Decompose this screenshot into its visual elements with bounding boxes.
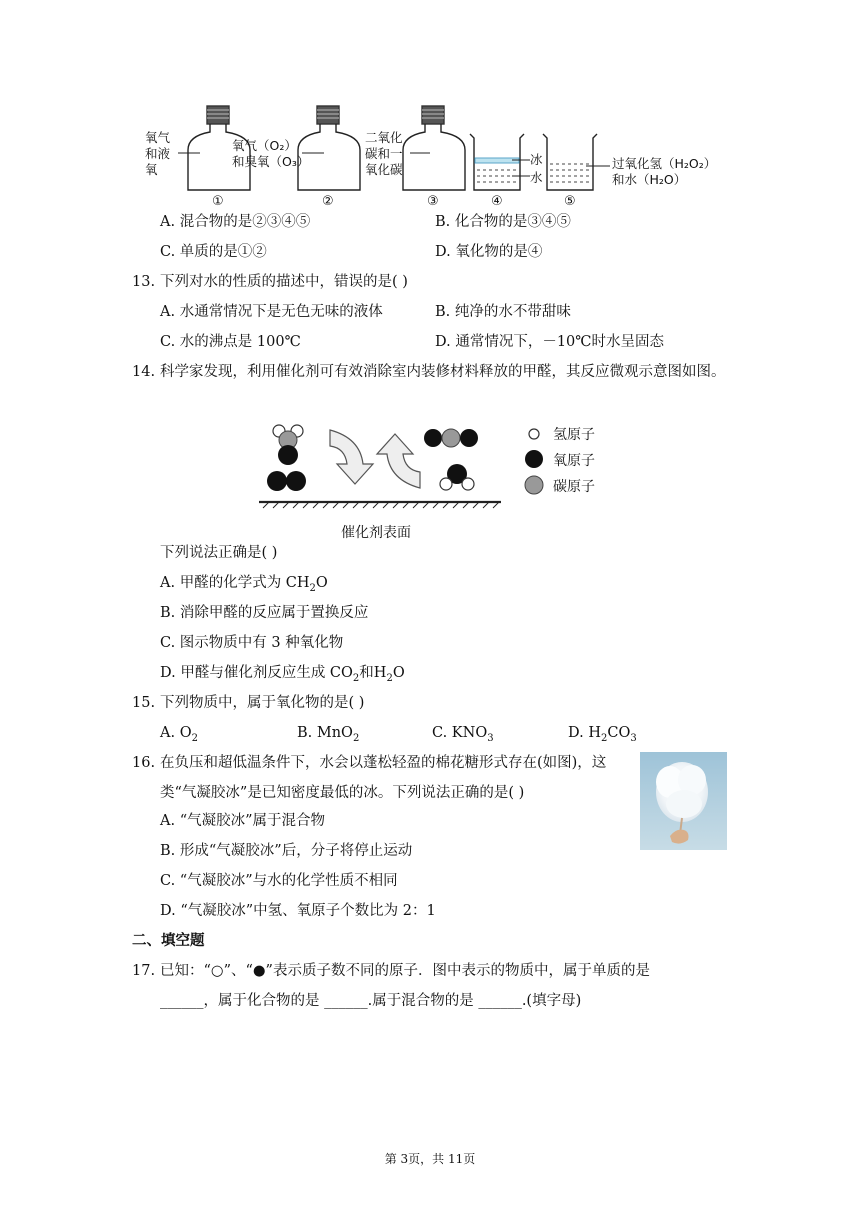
aerogel-ice-photo (640, 752, 727, 850)
q17-line-1: 已知：“○”、“●”表示质子数不同的原子．图中表示的物质中，属于单质的是 (160, 963, 650, 979)
bottle-1-label: 氧气 和液 氧 (145, 130, 171, 177)
q13-number: 13. (132, 274, 156, 290)
catalyst-surface (259, 502, 501, 508)
q13-option-b[interactable]: B. 纯净的水不带甜味 (435, 304, 571, 320)
q16-option-a[interactable]: A. “气凝胶冰”属于混合物 (160, 813, 326, 829)
q16-stem-line-1: 在负压和超低温条件下，水会以蓬松轻盈的棉花糖形式存在(如图)，这 (160, 755, 607, 771)
q17-number: 17. (132, 963, 156, 979)
co2-molecule (424, 429, 478, 447)
q14-stem: 科学家发现，利用催化剂可有效消除室内装修材料释放的甲醛，其反应微观示意图如图。 (160, 364, 726, 380)
bottle-2-number: ② (322, 194, 334, 209)
q14-d-mid: 和H (359, 665, 387, 681)
arrow-up (377, 434, 420, 488)
beaker-5-number: ⑤ (564, 194, 576, 209)
q15-d-sub2: 3 (630, 732, 637, 744)
q14-d-text: D. 甲醛与催化剂反应生成 CO (160, 665, 353, 681)
q12-option-d[interactable]: D. 氧化物的是④ (435, 244, 543, 260)
beaker-4-water-label: 水 (530, 170, 543, 185)
q16-option-b[interactable]: B. 形成“气凝胶冰”后，分子将停止运动 (160, 843, 413, 859)
arrow-down (330, 430, 373, 484)
q15-d-mid: CO (607, 725, 631, 741)
q14-d-sub1: 2 (352, 672, 360, 684)
q14-option-a[interactable] (160, 573, 328, 599)
q14-option-b[interactable]: B. 消除甲醛的反应属于置换反应 (160, 605, 369, 621)
q15-stem: 下列物质中，属于氧化物的是( ) (160, 695, 365, 711)
page-footer: 第 3页，共 11页 (384, 1152, 476, 1166)
legend-oxygen-circle (525, 450, 543, 468)
legend-carbon-circle (525, 476, 543, 494)
beaker-5 (543, 134, 610, 190)
q15-d-text: D. H (568, 725, 601, 741)
q15-c-sub: 3 (487, 732, 494, 744)
bottle-1-number: ① (212, 194, 224, 209)
q14-d-sub2: 2 (386, 672, 393, 684)
oxygen-molecule (267, 471, 306, 491)
q13-option-a[interactable]: A. 水通常情况下是无色无味的液体 (160, 304, 383, 320)
q15-b-sub: 2 (352, 732, 360, 744)
beaker-5-label: 过氧化氢（H₂O₂） 和水（H₂O） (612, 156, 717, 187)
q14-number: 14. (132, 364, 156, 380)
q12-option-a[interactable]: A. 混合物的是②③④⑤ (160, 214, 311, 230)
q14-a-text: A. 甲醛的化学式为 CH (160, 575, 310, 591)
q13-option-c[interactable]: C. 水的沸点是 100℃ (160, 334, 301, 350)
legend-carbon-label: 碳原子 (553, 479, 595, 495)
q15-c-text: C. KNO (432, 725, 488, 741)
q15-a-sub: 2 (191, 732, 198, 744)
q12-option-b[interactable]: B. 化合物的是③④⑤ (435, 214, 571, 230)
q14-prompt: 下列说法正确是( ) (160, 545, 278, 561)
catalyst-surface-caption: 催化剂表面 (341, 525, 411, 541)
figure-bottles (140, 100, 730, 212)
bottle-3-number: ③ (427, 194, 439, 209)
bottle-3 (403, 106, 465, 190)
q13-option-d[interactable]: D. 通常情况下，－10℃时水呈固态 (435, 334, 664, 350)
q16-option-c[interactable]: C. “气凝胶冰”与水的化学性质不相同 (160, 873, 398, 889)
q15-option-b[interactable] (297, 723, 359, 749)
q14-a-post: O (315, 575, 328, 591)
q16-stem-line-2: 类“气凝胶冰”是已知密度最低的冰。下列说法正确的是( ) (160, 785, 525, 801)
legend-hydrogen-label: 氢原子 (553, 427, 595, 443)
q15-option-a[interactable] (160, 723, 198, 749)
q16-option-d[interactable]: D. “气凝胶冰”中氢、氧原子个数比为 2：1 (160, 903, 436, 919)
formaldehyde-molecule (273, 425, 303, 465)
q14-option-d[interactable] (160, 663, 405, 689)
q17-line-2[interactable]: ______，属于化合物的是 ______.属于混合物的是 ______.(填字母) (160, 993, 582, 1009)
q15-d-sub1: 2 (600, 732, 608, 744)
q14-d-post: O (392, 665, 405, 681)
q15-option-c[interactable] (432, 723, 494, 749)
q14-option-c[interactable]: C. 图示物质中有 3 种氧化物 (160, 635, 344, 651)
section-heading: 二、填空题 (132, 932, 205, 949)
water-molecule (440, 464, 474, 490)
q15-b-text: B. MnO (297, 725, 353, 741)
bottle-2-label: 氧气（O₂） 和臭氧（O₃） (232, 138, 310, 169)
q16-number: 16. (132, 755, 156, 771)
beaker-4-number: ④ (491, 194, 503, 209)
legend-oxygen-label: 氧原子 (553, 453, 595, 469)
beaker-4 (470, 134, 530, 190)
figure-catalyst (255, 418, 615, 546)
q15-a-text: A. O (160, 725, 192, 741)
q13-stem: 下列对水的性质的描述中，错误的是( ) (160, 274, 408, 290)
q12-option-c[interactable]: C. 单质的是①② (160, 244, 267, 260)
bottle-3-label: 二氧化 碳和一 氧化碳 (365, 130, 403, 177)
q15-option-d[interactable] (568, 723, 637, 749)
q15-number: 15. (132, 695, 156, 711)
legend-hydrogen-circle (529, 429, 539, 439)
beaker-4-ice-label: 冰 (530, 152, 543, 167)
q14-a-sub: 2 (309, 582, 316, 594)
